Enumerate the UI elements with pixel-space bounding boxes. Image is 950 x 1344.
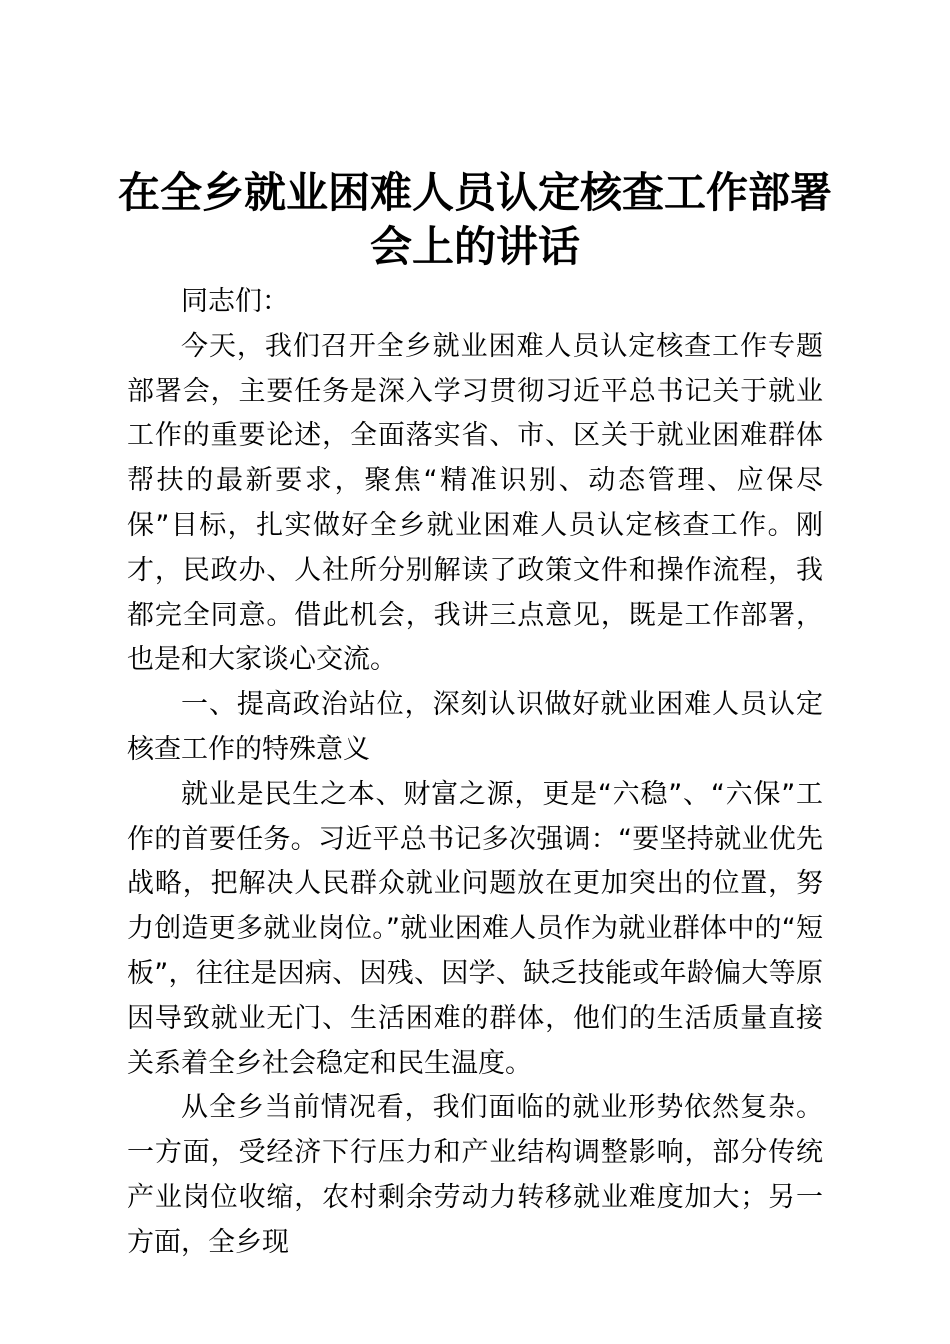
section-heading-1: 一、提高政治站位，深刻认识做好就业困难人员认定核查工作的特殊意义 [127, 689, 823, 765]
salutation: 同志们： [181, 286, 289, 317]
intro-paragraph: 今天，我们召开全乡就业困难人员认定核查工作专题部署会，主要任务是深入学习贯彻习近平总书记关于就业工作的重要论述，全面落实省、市、区关于就业困难群体帮扶的最新要求，聚焦“精准识别、动态管理、应保尽保”目标，扎实做好全乡就业困难人员认定核查工作。刚才，民政办、人社所分别解读了政策文件和操作流程，我都完全同意。借此机会，我讲三点意见，既是工作部署，也是和大家谈心交流。 [127, 330, 823, 676]
document-body [127, 280, 823, 1266]
body-paragraph: 从全乡当前情况看，我们面临的就业形势依然复杂。一方面，受经济下行压力和产业结构调整影响，部分传统产业岗位收缩，农村剩余劳动力转移就业难度加大；另一方面，全乡现 [127, 1092, 823, 1258]
document-title: 在全乡就业困难人员认定核查工作部署会上的讲话 [117, 168, 832, 271]
body-paragraph: 就业是民生之本、财富之源，更是“六稳”、“六保”工作的首要任务。习近平总书记多次强调：“要坚持就业优先战略，把解决人民群众就业问题放在更加突出的位置，努力创造更多就业岗位。”就业困难人员作为就业群体中的“短板”，往往是因病、因残、因学、缺乏技能或年龄偏大等原因导致就业无门、生活困难的群体，他们的生活质量直接关系着全乡社会稳定和民生温度。 [127, 778, 823, 1079]
